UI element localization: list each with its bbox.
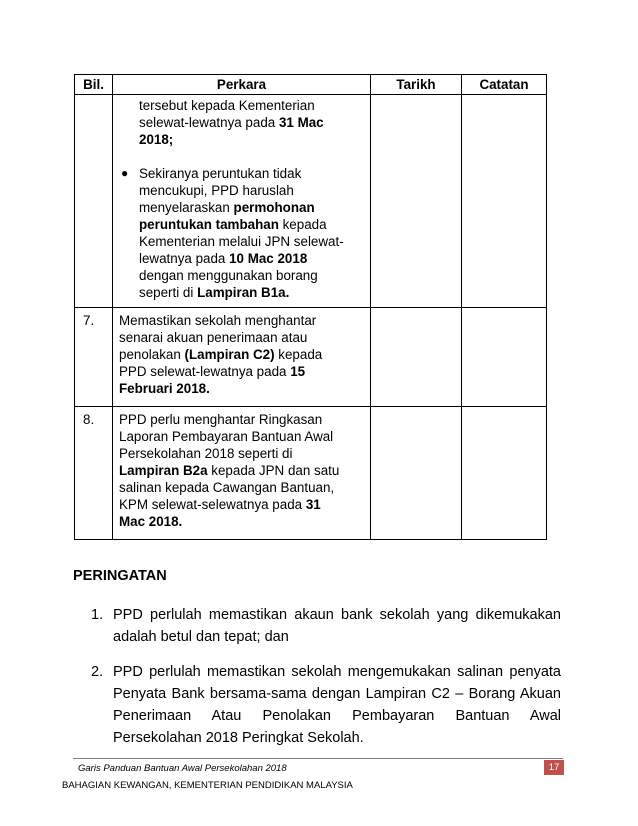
date-text: Februari 2018. <box>119 381 210 396</box>
text: dengan menggunakan borang <box>139 268 318 283</box>
header-perkara: Perkara <box>113 75 371 95</box>
text: KPM selewat-selewatnya pada <box>119 497 306 512</box>
bold-text: Lampiran B2a <box>119 463 208 478</box>
cell-perkara <box>113 407 371 540</box>
footer-title: Garis Panduan Bantuan Awal Persekolahan 2018 <box>78 763 287 774</box>
bold-text: permohonan <box>233 200 315 215</box>
text: selewat-lewatnya pada <box>139 115 279 130</box>
activity-table <box>74 74 547 540</box>
date-text: Mac 2018. <box>119 514 183 529</box>
table-row <box>75 308 547 407</box>
cell-catatan <box>462 95 547 308</box>
item-text: adalah betul dan tepat; dan <box>113 629 289 645</box>
text: Laporan Pembayaran Bantuan Awal <box>119 429 334 444</box>
cell-perkara <box>113 95 371 308</box>
text: PPD perlu menghantar Ringkasan <box>119 412 323 427</box>
bullet-icon: ● <box>121 166 129 180</box>
text: kepada <box>278 217 327 232</box>
cell-tarikh <box>371 407 462 540</box>
item-text: Persekolahan 2018 Peringkat Sekolah. <box>113 730 364 746</box>
text: Sekiranya peruntukan tidak <box>139 166 302 181</box>
table-header-row <box>75 75 547 95</box>
item-text: Penerimaan Atau Penolakan Pembayaran Bantuan Awal <box>113 708 561 724</box>
cell-catatan <box>462 407 547 540</box>
bold-text: Lampiran B1a. <box>197 285 290 300</box>
item-number: 1. <box>91 607 104 623</box>
text: penolakan <box>119 347 185 362</box>
table-row <box>75 95 547 308</box>
text: kepada <box>274 347 323 362</box>
warning-item <box>91 604 561 648</box>
header-bil: Bil. <box>75 75 113 95</box>
warning-item <box>91 661 561 749</box>
bullet-item <box>119 165 364 301</box>
text: Persekolahan 2018 seperti di <box>119 446 293 461</box>
header-catatan: Catatan <box>462 75 547 95</box>
text: salinan kepada Cawangan Bantuan, <box>119 480 335 495</box>
item-text: Penyata Bank bersama-sama dengan Lampiran C2 – Borang Akuan <box>113 686 561 702</box>
cell-perkara <box>113 308 371 407</box>
text: menyelaraskan <box>139 200 234 215</box>
text: Memastikan sekolah menghantar <box>119 313 317 328</box>
item-number: 2. <box>91 664 104 680</box>
footer-org: BAHAGIAN KEWANGAN, KEMENTERIAN PENDIDIKAN MALAYSIA <box>62 780 353 791</box>
bold-text: peruntukan tambahan <box>139 217 279 232</box>
date-text: 2018; <box>139 132 174 147</box>
page-number: 17 <box>544 760 564 775</box>
cell-no: 8. <box>75 407 113 540</box>
item-text: PPD perlulah memastikan akaun bank sekolah yang dikemukakan <box>113 607 561 623</box>
text: mencukupi, PPD haruslah <box>139 183 294 198</box>
cell-no <box>75 95 113 308</box>
text: tersebut kepada Kementerian <box>139 98 315 113</box>
text: PPD selewat-lewatnya pada <box>119 364 291 379</box>
date-text: 31 <box>305 497 321 512</box>
text: kepada JPN dan satu <box>207 463 340 478</box>
table-row <box>75 407 547 540</box>
text: Kementerian melalui JPN selewat- <box>139 234 344 249</box>
bold-text: (Lampiran C2) <box>184 347 275 362</box>
date-text: 10 Mac 2018 <box>229 251 308 266</box>
cell-tarikh <box>371 308 462 407</box>
cell-no: 7. <box>75 308 113 407</box>
item-text: PPD perlulah memastikan sekolah mengemukakan salinan penyata <box>113 664 561 680</box>
date-text: 31 Mac <box>278 115 324 130</box>
warning-heading: PERINGATAN <box>73 568 167 584</box>
footer-divider <box>73 758 563 759</box>
cell-tarikh <box>371 95 462 308</box>
text: senarai akuan penerimaan atau <box>119 330 308 345</box>
cell-catatan <box>462 308 547 407</box>
header-tarikh: Tarikh <box>371 75 462 95</box>
text: seperti di <box>139 285 198 300</box>
text: lewatnya pada <box>139 251 230 266</box>
date-text: 15 <box>290 364 306 379</box>
